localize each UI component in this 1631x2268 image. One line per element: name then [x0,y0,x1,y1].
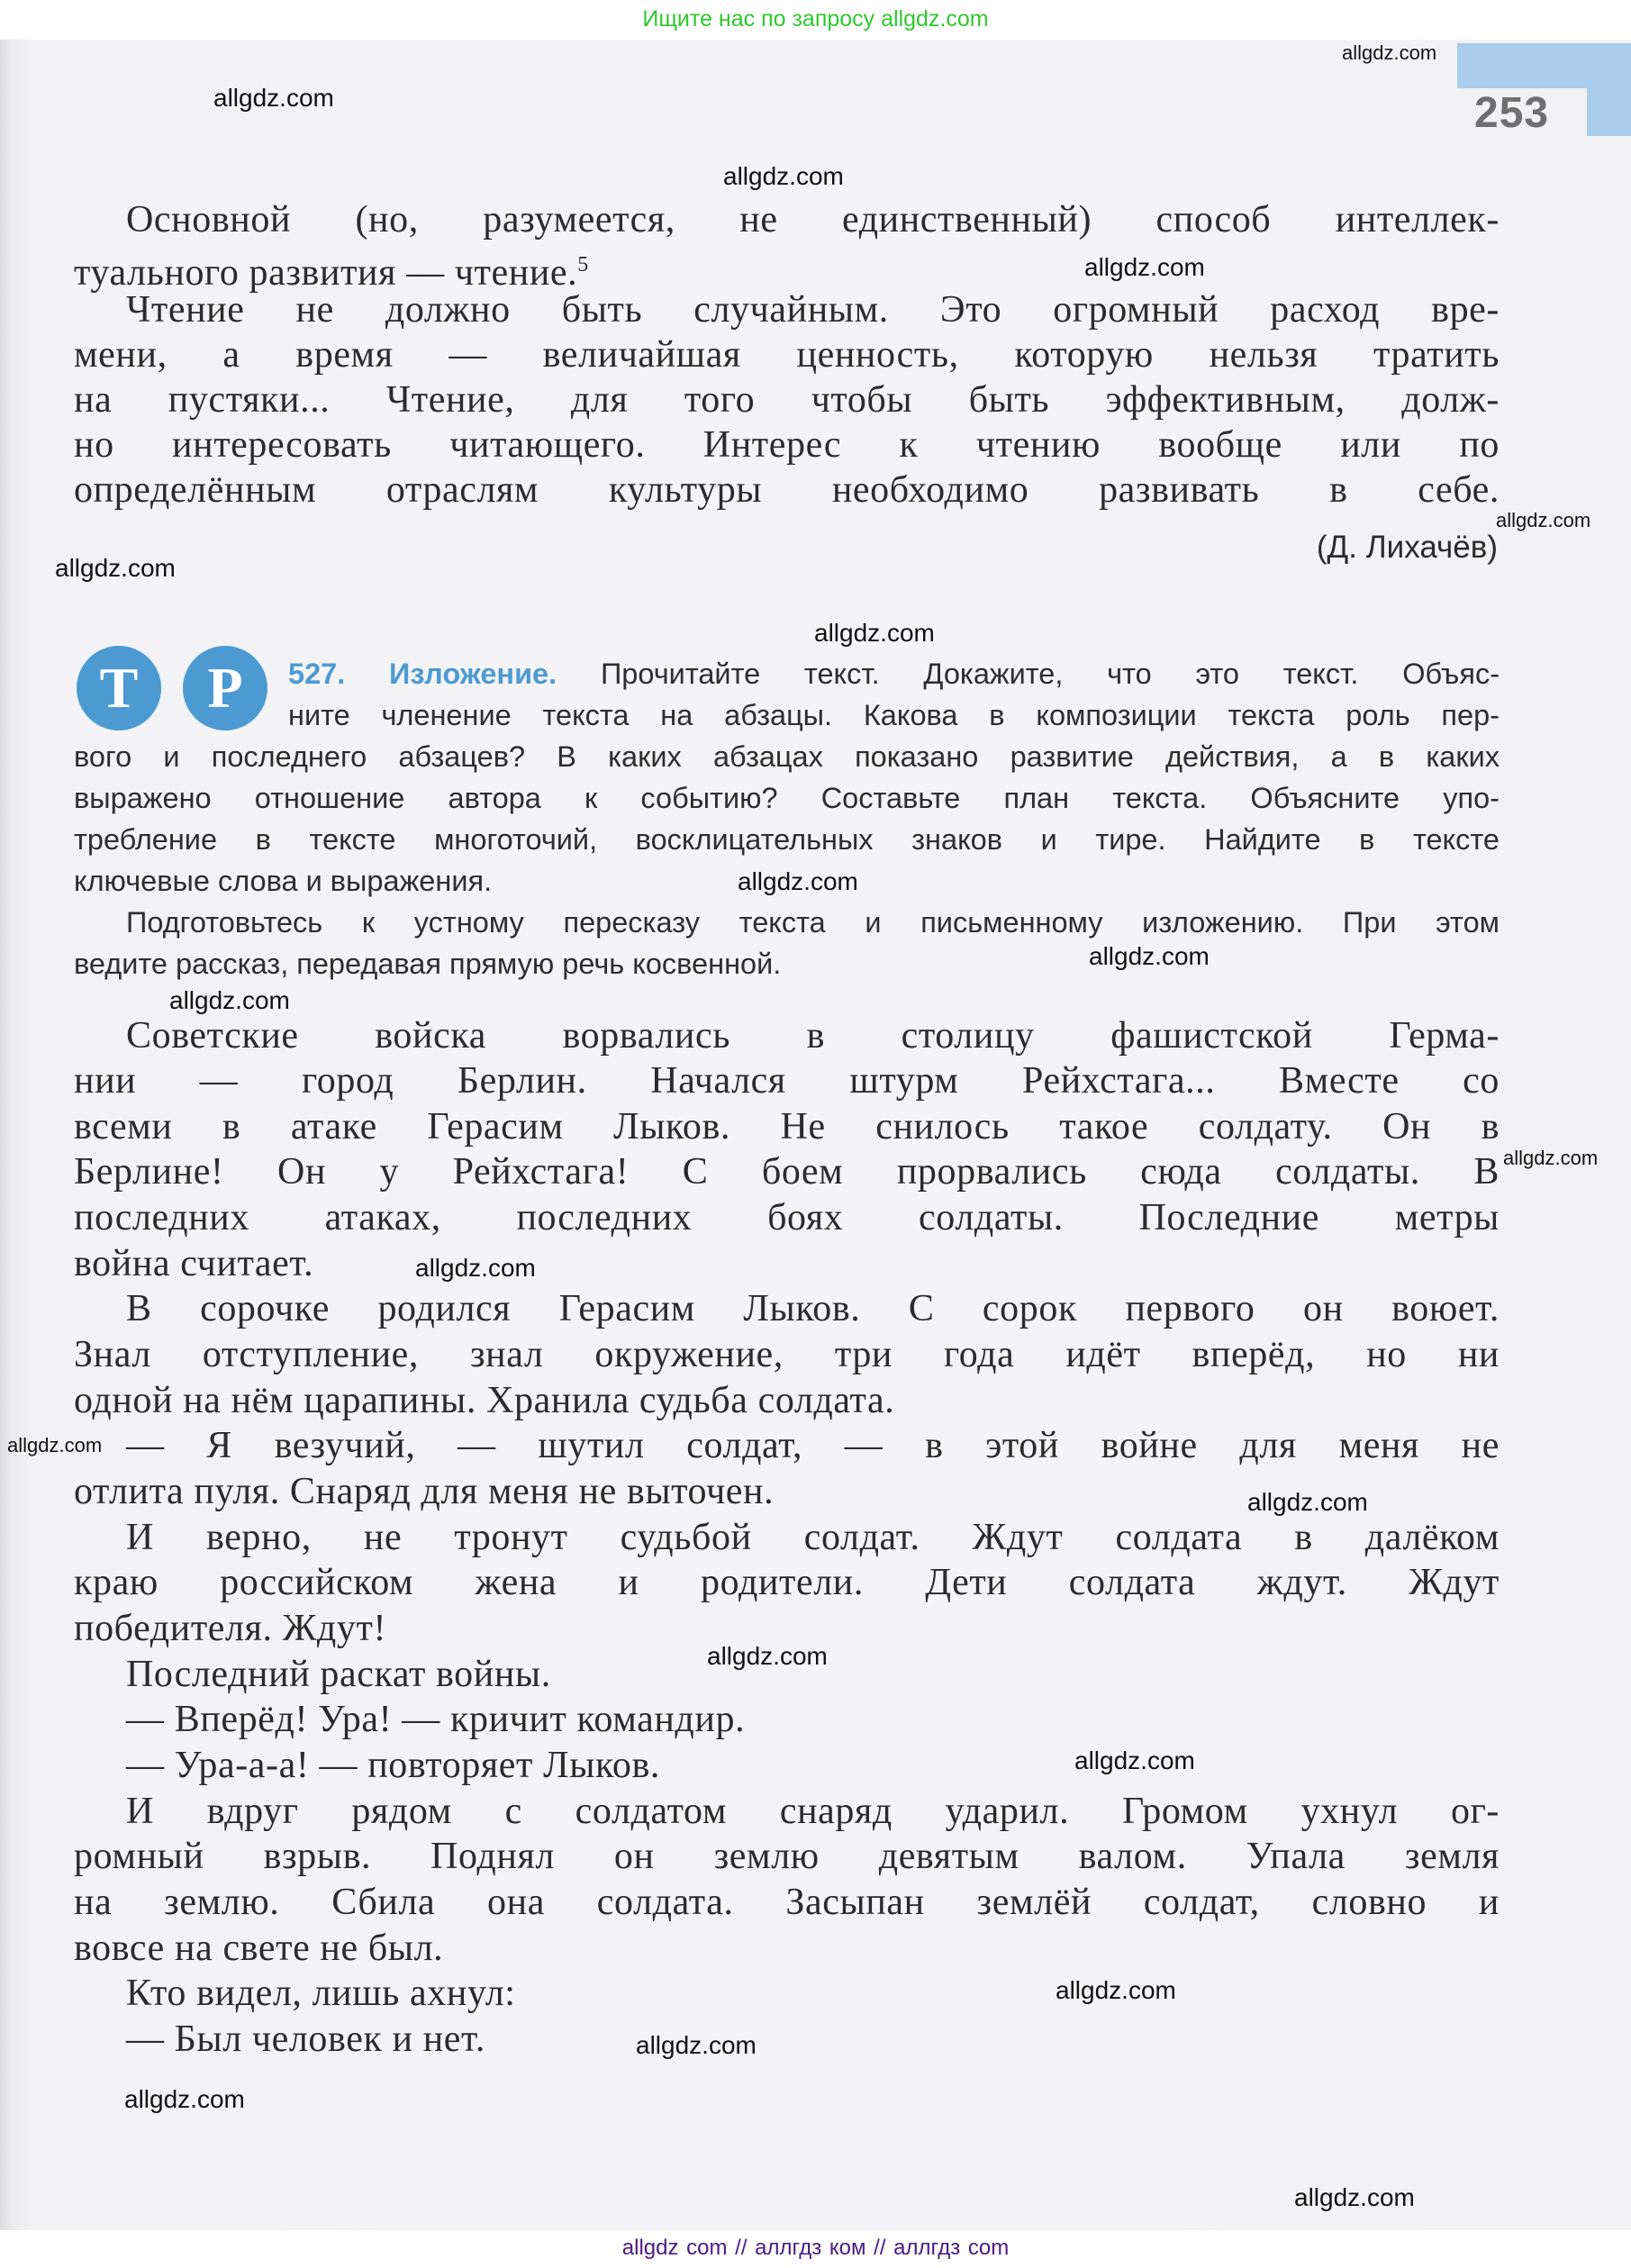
epigraph-line: мени, а время — величайшая ценность, которую нельзя тратить [74,334,1500,376]
story-line: отлита пуля. Снаряд для меня не выточен. [74,1471,775,1512]
story-line: Знал отступление, знал окружение, три года идёт вперёд, но ни [74,1334,1500,1375]
exercise-line: Подготовьтесь к устному пересказу текста и письменному изложению. При этом [126,906,1500,939]
watermark: allgdz.com [7,1434,103,1456]
epigraph-line: определённым отраслям культуры необходимо развивать в себе. [74,469,1500,511]
watermark: allgdz.com [1503,1147,1599,1169]
story-line: — Был человек и нет. [126,2019,485,2060]
story-line: краю российском жена и родители. Дети солдата ждут. Ждут [74,1562,1500,1603]
watermark: allgdz.com [814,619,935,647]
story-line: последних атаках, последних боях солдаты. Последние метры [74,1197,1500,1238]
exercise-line [288,653,1500,694]
story-line: всеми в атаке Герасим Лыков. Не снилось такое солдату. Он в [74,1106,1500,1148]
watermark: allgdz.com [124,2085,245,2113]
watermark: allgdz.com [1074,1746,1195,1774]
story-line: Берлине! Он у Рейхстага! С боем прорвались сюда солдаты. В [74,1151,1500,1193]
exercise-line: вого и последнего абзацев? В каких абзацах показано развитие действия, а в каких [74,740,1500,773]
story-line: ромный взрыв. Поднял он землю девятым валом. Упала земля [74,1836,1500,1877]
story-line: В сорочке родился Герасим Лыков. С сорок первого он воюет. [126,1288,1500,1329]
bottom-banner: allgdz com // аллгдз ком // аллгдз com [0,2230,1631,2268]
watermark: allgdz.com [707,1642,828,1670]
badge-r-icon: Р [183,646,267,730]
watermark: allgdz.com [55,554,176,582]
epigraph-line: на пустяки... Чтение, для того чтобы быть эффективным, долж- [74,379,1500,421]
story-line: на землю. Сбила она солдата. Засыпан землёй солдат, словно и [74,1882,1500,1923]
watermark: allgdz.com [415,1254,536,1282]
story-line: И верно, не тронут судьбой солдат. Ждут солдата в далёком [126,1517,1500,1558]
epigraph-line: Основной (но, разумеется, не единственный) способ интеллек- [126,199,1500,240]
exercise-line: ните членение текста на абзацы. Какова в композиции текста роль пер- [288,699,1500,731]
watermark: allgdz.com [1342,41,1437,64]
story-line: — Вперёд! Ура! — кричит командир. [126,1699,746,1740]
story-line: нии — город Берлин. Начался штурм Рейхстага... Вместе со [74,1060,1500,1102]
epigraph-line [74,242,1500,294]
page-number: 253 [1474,89,1550,137]
exercise-number: 527. Изложение. [288,658,557,690]
exercise-line: требление в тексте многоточий, восклицательных знаков и тире. Найдите в тексте [74,823,1500,856]
epigraph-line: Чтение не должно быть случайным. Это огромный расход вре- [126,289,1500,331]
story-line: — Я везучий, — шутил солдат, — в этой войне для меня не [126,1425,1500,1466]
watermark: allgdz.com [738,867,858,895]
story-line: Кто видел, лишь ахнул: [126,1973,516,2014]
epigraph-line: но интересовать читающего. Интерес к чтению вообще или по [74,424,1500,466]
page-corner-tab-strip [1587,43,1631,136]
epigraph-author: (Д. Лихачёв) [1316,530,1498,565]
story-line: вовсе на свете не был. [74,1928,444,1969]
story-line: Советские войска ворвались в столицу фашистской Герма- [126,1015,1500,1057]
exercise-line: ведите рассказ, передавая прямую речь косвенной. [74,948,782,980]
watermark: allgdz.com [1084,253,1205,281]
story-line: Последний раскат войны. [126,1654,551,1695]
badge-t-icon: Т [77,646,161,730]
watermark: allgdz.com [1089,942,1210,970]
exercise-line: выражено отношение автора к событию? Составьте план текста. Объясните упо- [74,782,1500,814]
epigraph-line-text: туального развития — чтение. [74,252,578,294]
story-line: И вдруг рядом с солдатом снаряд ударил. Громом ухнул ог- [126,1791,1500,1832]
watermark: allgdz.com [636,2031,757,2059]
footnote-mark: 5 [577,253,589,277]
watermark: allgdz.com [1056,1976,1176,2004]
watermark: allgdz.com [169,986,290,1014]
story-line: одной на нём царапины. Хранила судьба солдата. [74,1380,895,1421]
story-line: — Ура-а-а! — повторяет Лыков. [126,1745,661,1786]
watermark: allgdz.com [213,84,334,112]
watermark: allgdz.com [1496,509,1591,531]
exercise-line-text: Прочитайте текст. Докажите, что это текст. Объяс- [600,658,1500,690]
top-banner: Ищите нас по запросу allgdz.com [0,0,1631,40]
watermark: allgdz.com [723,162,844,190]
watermark: allgdz.com [1294,2183,1415,2211]
exercise-line: ключевые слова и выражения. [74,865,493,897]
story-line: война считает. [74,1243,314,1284]
story-line: победителя. Ждут! [74,1608,387,1649]
watermark: allgdz.com [1247,1488,1368,1516]
